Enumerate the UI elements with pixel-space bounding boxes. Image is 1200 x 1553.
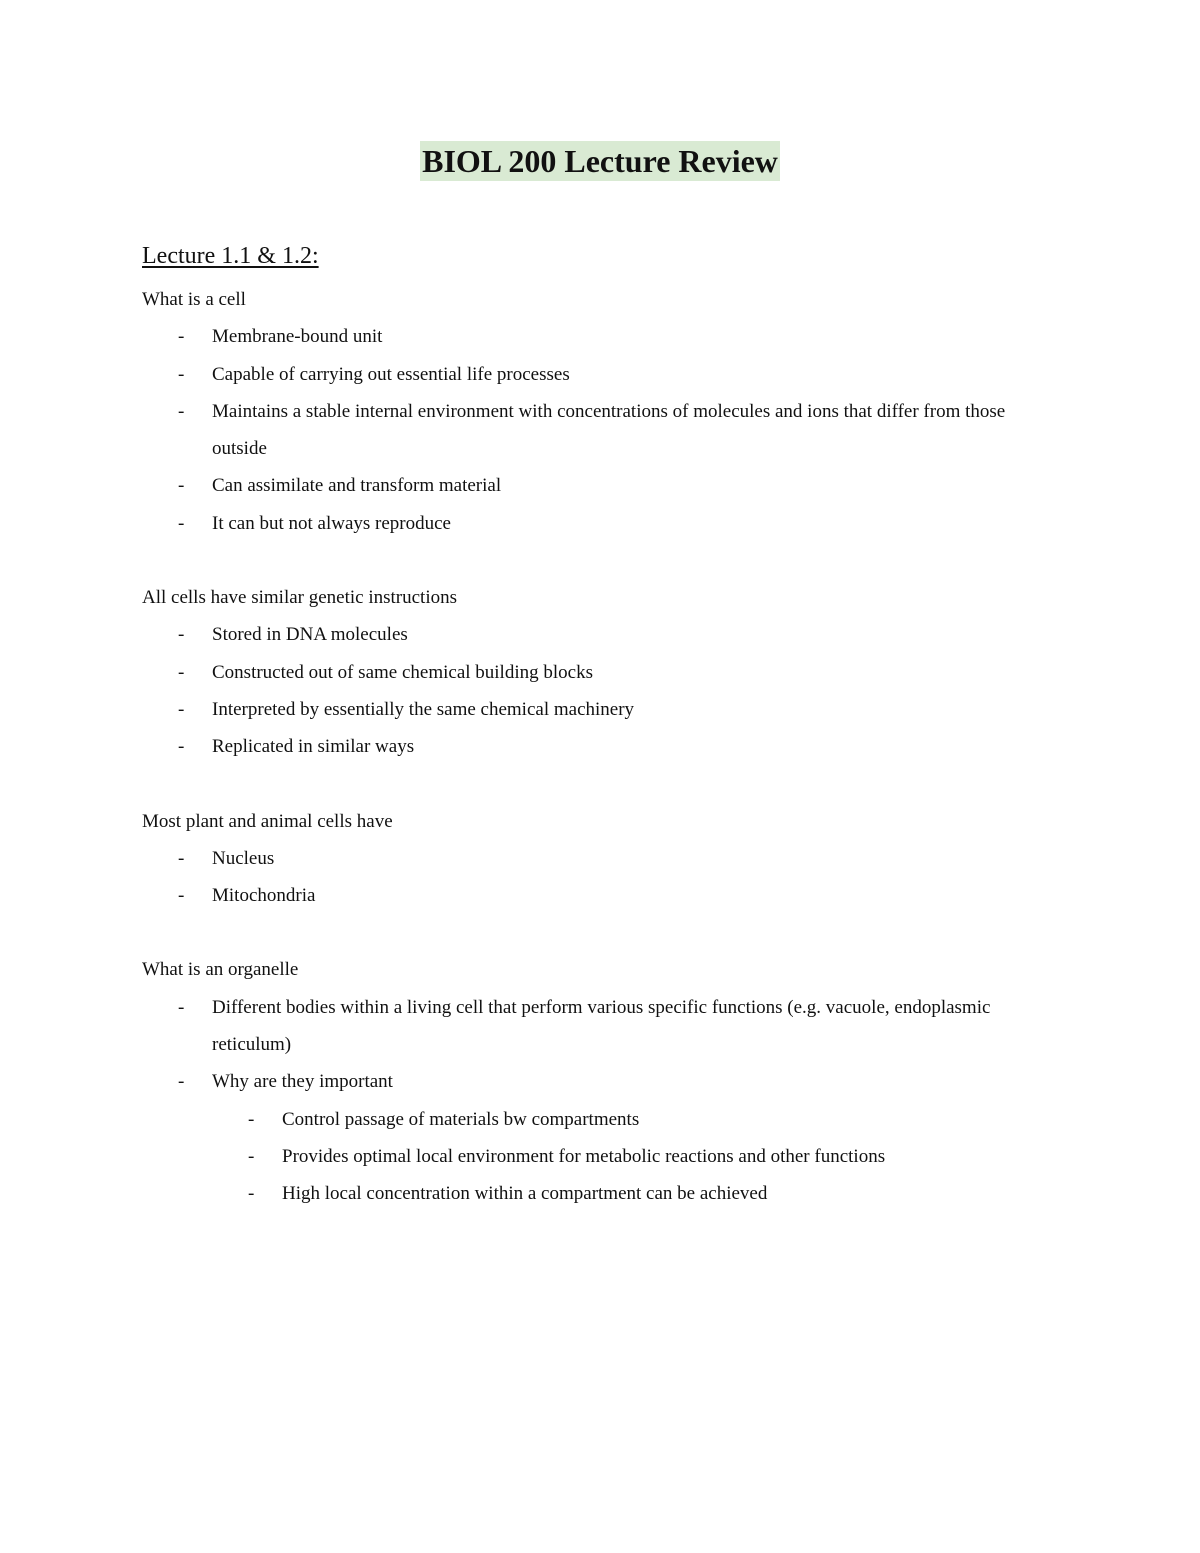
- group-heading: Most plant and animal cells have: [142, 810, 393, 832]
- dash-bullet: -: [178, 363, 185, 385]
- note-group-plant-animal: [142, 803, 1042, 915]
- list-item: [142, 616, 1042, 653]
- nested-list-item: [212, 1138, 1042, 1175]
- dash-bullet: -: [178, 996, 185, 1018]
- dash-bullet: -: [178, 475, 185, 497]
- dash-bullet: -: [248, 1145, 255, 1167]
- list-item-text: Constructed out of same chemical building blocks: [212, 661, 593, 683]
- note-group-genetics: [142, 579, 1042, 765]
- group-heading: What is a cell: [142, 289, 246, 310]
- note-group-organelle: [142, 951, 1042, 1212]
- list-item: [142, 877, 1042, 914]
- list-item-text: Capable of carrying out essential life processes: [212, 363, 570, 385]
- dash-bullet: -: [178, 1071, 185, 1093]
- dash-bullet: -: [178, 400, 185, 422]
- list-item-text: Control passage of materials bw compartments: [282, 1108, 640, 1130]
- list-item: [142, 1063, 1042, 1212]
- bullet-list: [142, 840, 1042, 915]
- bullet-list: [142, 318, 1042, 542]
- list-item-text: Why are they important: [212, 1071, 393, 1093]
- list-item: [142, 318, 1042, 355]
- dash-bullet: -: [178, 698, 185, 720]
- bullet-list: [142, 989, 1042, 1213]
- nested-list-item: [212, 1175, 1042, 1212]
- nested-bullet-list: [212, 1101, 1042, 1213]
- list-item: [142, 840, 1042, 877]
- list-item: [142, 691, 1042, 728]
- dash-bullet: -: [178, 512, 185, 534]
- list-item-text: Different bodies within a living cell that perform various specific functions (e.g. vacuole, endoplasmic reticulum): [212, 996, 991, 1056]
- title-wrap: [0, 141, 1200, 181]
- group-heading: All cells have similar genetic instructions: [142, 587, 458, 609]
- list-item: [142, 356, 1042, 393]
- nested-list-item: [212, 1101, 1042, 1138]
- list-item-text: Interpreted by essentially the same chemical machinery: [212, 698, 635, 720]
- note-group-cell: [142, 281, 1042, 542]
- dash-bullet: -: [178, 885, 185, 907]
- list-item-text: Provides optimal local environment for metabolic reactions and other functions: [282, 1145, 886, 1167]
- dash-bullet: -: [248, 1183, 255, 1205]
- list-item-text: Stored in DNA molecules: [212, 624, 408, 646]
- dash-bullet: -: [178, 661, 185, 683]
- section-heading: Lecture 1.1 & 1.2:: [142, 243, 319, 269]
- notes-content: [142, 281, 1042, 1250]
- dash-bullet: -: [178, 326, 185, 348]
- list-item-text: Replicated in similar ways: [212, 736, 415, 758]
- dash-bullet: -: [178, 624, 185, 646]
- list-item-text: Membrane-bound unit: [212, 326, 383, 348]
- dash-bullet: -: [178, 847, 185, 869]
- list-item-text: Nucleus: [212, 847, 275, 869]
- dash-bullet: -: [248, 1108, 255, 1130]
- group-heading: What is an organelle: [142, 959, 299, 981]
- list-item: [142, 505, 1042, 542]
- document-title: BIOL 200 Lecture Review: [422, 143, 778, 179]
- list-item: [142, 654, 1042, 691]
- list-item-text: High local concentration within a compartment can be achieved: [282, 1183, 768, 1205]
- list-item-text: Maintains a stable internal environment with concentrations of molecules and ions that differ from those outside: [212, 400, 1006, 460]
- list-item-text: It can but not always reproduce: [212, 512, 451, 534]
- list-item: [142, 989, 1042, 1064]
- list-item-text: Mitochondria: [212, 885, 316, 907]
- list-item: [142, 728, 1042, 765]
- dash-bullet: -: [178, 736, 185, 758]
- list-item: [142, 393, 1042, 468]
- bullet-list: [142, 616, 1042, 765]
- list-item-text: Can assimilate and transform material: [212, 475, 502, 497]
- list-item: [142, 467, 1042, 504]
